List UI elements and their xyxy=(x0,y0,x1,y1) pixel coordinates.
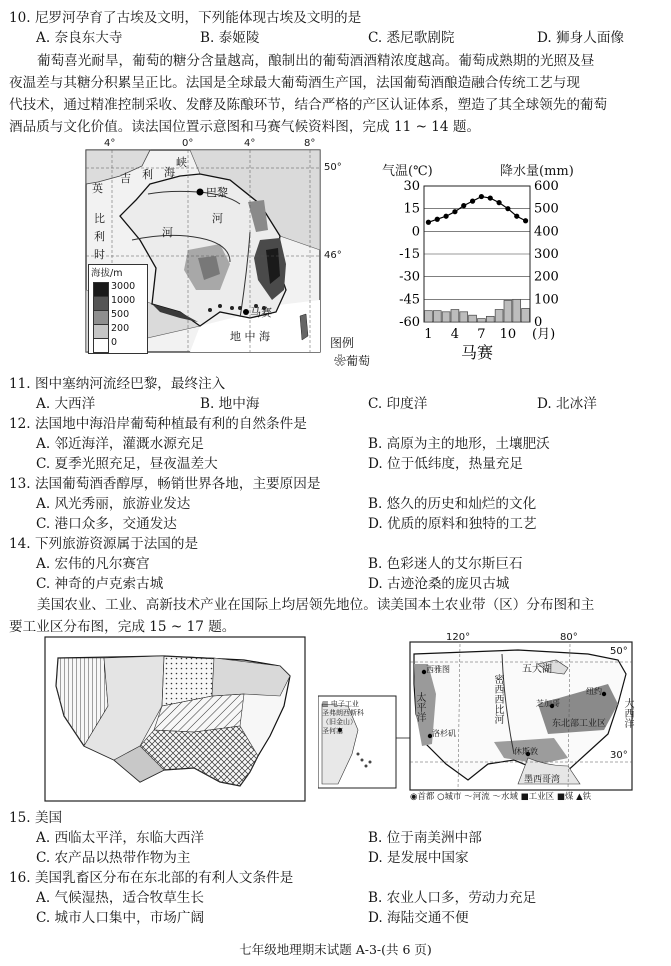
grape-legend xyxy=(334,352,370,369)
map-place-label: 利 xyxy=(142,168,153,181)
question-10-option-c[interactable]: C. 悉尼歌剧院 xyxy=(368,30,455,46)
precip-tick-label: 300 xyxy=(534,247,559,262)
question-15-option-c[interactable]: C. 农产品以热带作物为主 xyxy=(36,850,191,866)
question-10-option-d[interactable]: D. 狮身人面像 xyxy=(537,30,625,46)
elevation-legend xyxy=(88,264,148,354)
temp-tick-label: 30 xyxy=(403,179,420,194)
lon-label: 80° xyxy=(560,632,578,643)
question-14-option-a[interactable]: A. 宏伟的凡尔赛宫 xyxy=(36,556,150,572)
precip-bar xyxy=(433,311,441,322)
month-tick-label: 7 xyxy=(477,327,486,342)
temp-point xyxy=(523,218,528,223)
precip-bar xyxy=(460,312,468,322)
lon-label: 4° xyxy=(104,138,116,149)
question-11-stem: 11. 图中塞纳河流经巴黎，最终注入 xyxy=(9,376,226,392)
passage-line: 要工业区分布图，完成 15 ~ 17 题。 xyxy=(9,619,236,635)
precip-bar xyxy=(504,300,512,322)
question-14-option-d[interactable]: D. 古迹沧桑的庞贝古城 xyxy=(368,576,510,592)
us-industrial-map xyxy=(318,634,634,802)
lon-label: 120° xyxy=(446,632,471,643)
precip-tick-label: 0 xyxy=(534,315,543,330)
question-15-option-a[interactable]: A. 西临太平洋，东临大西洋 xyxy=(36,830,204,846)
temp-tick-label: -45 xyxy=(399,292,420,308)
question-16-option-b[interactable]: B. 农业人口多，劳动力充足 xyxy=(368,890,537,906)
temp-point xyxy=(470,199,475,204)
industrial-map-legend: ◉首都 ○城市 ～河流 ～水域 ■工业区 ■煤 ▲铁 xyxy=(410,792,592,802)
temp-line xyxy=(428,197,525,223)
question-10-stem: 10. 尼罗河孕育了古埃及文明，下列能体现古埃及文明的是 xyxy=(9,10,362,26)
map-place-label: 海 xyxy=(164,166,175,179)
lat-label: 46° xyxy=(324,250,342,261)
question-11-option-d[interactable]: D. 北冰洋 xyxy=(537,396,597,412)
question-16-option-a[interactable]: A. 气候湿热，适合牧草生长 xyxy=(36,890,204,906)
city-label: 芝加哥 xyxy=(536,699,560,708)
lon-label: 8° xyxy=(304,138,316,149)
paris-label: 巴黎 xyxy=(206,186,228,199)
precip-bar xyxy=(513,299,521,322)
legend-swatch xyxy=(93,338,109,353)
france-location-map xyxy=(80,140,380,366)
question-12-option-b[interactable]: B. 高原为主的地形，土壤肥沃 xyxy=(368,436,550,452)
us-agriculture-map xyxy=(44,636,306,802)
city-label: 休斯敦 xyxy=(514,747,538,756)
temp-point xyxy=(505,206,510,211)
climate-svg xyxy=(380,160,590,370)
legend-label: 图例 xyxy=(330,336,355,350)
lon-label: 0° xyxy=(182,138,194,149)
temp-tick-label: -15 xyxy=(399,247,420,262)
precip-bar xyxy=(495,310,503,322)
legend-value: 500 xyxy=(111,309,130,320)
mississippi-label: 密西西比河 xyxy=(492,674,503,724)
temp-point xyxy=(426,220,431,225)
atlantic-label: 大西洋 xyxy=(622,698,633,728)
precip-bar xyxy=(442,312,450,322)
question-12-option-a[interactable]: A. 邻近海洋，灌溉水源充足 xyxy=(36,436,204,452)
temp-point xyxy=(496,200,501,205)
question-13-option-b[interactable]: B. 悠久的历史和灿烂的文化 xyxy=(368,496,537,512)
lat-label: 50° xyxy=(610,646,628,657)
city-label: 纽约 xyxy=(586,687,602,696)
temp-point xyxy=(435,217,440,222)
question-11-option-c[interactable]: C. 印度洋 xyxy=(368,396,428,412)
northeast-industrial-label: 东北部工业区 xyxy=(552,719,607,729)
question-10-option-a[interactable]: A. 奈良东大寺 xyxy=(36,30,123,46)
precip-bar xyxy=(478,319,486,322)
temp-point xyxy=(452,209,457,214)
passage-line: 葡萄喜光耐旱，葡萄的糖分含量越高，酿制出的葡萄酒酒精浓度越高。葡萄成熟期的光照及昼 xyxy=(37,53,595,69)
question-13-option-c[interactable]: C. 港口众多，交通发达 xyxy=(36,516,177,532)
question-15-stem: 15. 美国 xyxy=(9,810,63,826)
marseille-label: 马赛 xyxy=(250,306,272,319)
precip-tick-label: 600 xyxy=(534,179,559,194)
question-16-stem: 16. 美国乳畜区分布在东北部的有利人文条件是 xyxy=(9,870,294,886)
question-13-option-d[interactable]: D. 优质的原料和独特的工艺 xyxy=(368,516,537,532)
map-place-label: 吉 xyxy=(120,172,131,185)
month-tick-label: 4 xyxy=(450,327,460,342)
lon-label: 4° xyxy=(244,138,256,149)
lat-label: 50° xyxy=(324,162,342,173)
month-tick-label: 10 xyxy=(499,327,517,342)
temp-tick-label: -60 xyxy=(399,315,420,330)
great-lakes-label: 五大湖 xyxy=(522,664,552,675)
temp-point xyxy=(461,203,466,208)
precip-bar xyxy=(425,311,433,322)
grape-label: 葡萄 xyxy=(346,354,371,368)
legend-value: 200 xyxy=(111,323,130,334)
map-place-label: 利 xyxy=(94,230,105,243)
legend-title: 海拔/m xyxy=(91,268,123,279)
passage-france-wine xyxy=(9,50,659,138)
passage-line: 美国农业、工业、高新技术产业在国际上均居领先地位。读美国本土农业带（区）分布图和主 xyxy=(37,597,595,613)
precip-bar xyxy=(522,308,530,322)
question-13-option-a[interactable]: A. 风光秀丽，旅游业发达 xyxy=(36,496,191,512)
question-11-option-a[interactable]: A. 大西洋 xyxy=(36,396,96,412)
temp-axis-label: 气温(℃) xyxy=(382,164,433,179)
legend-row xyxy=(91,309,145,323)
grape-icon: ❀ xyxy=(334,354,347,368)
map-place-label: 英 xyxy=(92,182,103,195)
legend-row xyxy=(91,295,145,309)
precip-bar xyxy=(451,310,459,322)
map-place-label: 峡 xyxy=(176,156,187,169)
precip-tick-label: 500 xyxy=(534,201,559,217)
question-12-stem: 12. 法国地中海沿岸葡萄种植最有利的自然条件是 xyxy=(9,416,307,432)
month-tick-label: 1 xyxy=(424,327,433,342)
question-13-stem: 13. 法国葡萄酒香醇厚，畅销世界各地，主要原因是 xyxy=(9,476,321,492)
precip-bar xyxy=(469,315,477,322)
temp-point xyxy=(443,214,448,219)
marseille-marker xyxy=(243,309,249,315)
precip-tick-label: 400 xyxy=(534,224,559,240)
legend-row xyxy=(91,337,145,351)
temp-tick-label: -30 xyxy=(399,269,420,285)
city-label: 西雅图 xyxy=(426,665,450,674)
lat-label: 30° xyxy=(610,750,628,761)
pacific-label: 太平洋 xyxy=(414,692,425,722)
month-unit-label: (月) xyxy=(532,327,556,342)
legend-value: 0 xyxy=(111,337,118,348)
question-11-option-b[interactable]: B. 地中海 xyxy=(200,396,260,412)
inset-labels: ▥ 电子工业 圣弗朗西斯科 （旧金山） 圣何塞 xyxy=(322,700,364,735)
map-place-label: 时 xyxy=(94,248,105,261)
passage-line: 酒品质与文化价值。读法国位置示意图和马赛气候资料图，完成 11 ~ 14 题。 xyxy=(9,119,481,135)
temp-point xyxy=(514,214,519,219)
question-10-option-b[interactable]: B. 泰姬陵 xyxy=(200,30,260,46)
gulf-of-mexico-label: 墨西哥湾 xyxy=(524,775,561,785)
precip-tick-label: 200 xyxy=(534,269,559,285)
question-16-option-c[interactable]: C. 城市人口集中，市场广阔 xyxy=(36,910,205,926)
question-16-option-d[interactable]: D. 海陆交通不便 xyxy=(368,910,469,926)
question-12-option-d[interactable]: D. 位于低纬度，热量充足 xyxy=(368,456,523,472)
precip-axis-label: 降水量(mm) xyxy=(500,164,574,179)
us-agriculture-svg xyxy=(44,636,306,802)
question-15-option-b[interactable]: B. 位于南美洲中部 xyxy=(368,830,482,846)
legend-value: 3000 xyxy=(111,281,136,292)
precip-tick-label: 100 xyxy=(534,292,559,308)
legend-value: 1000 xyxy=(111,295,136,306)
mediterranean-label: 地 中 海 xyxy=(230,330,270,343)
passage-line: 代技术，通过精准控制采收、发酵及陈酿环节，结合严格的产区认证体系，塑造了其全球领先的葡萄 xyxy=(9,97,608,113)
city-label: 洛杉矶 xyxy=(432,729,456,738)
question-14-option-b[interactable]: B. 色彩迷人的艾尔斯巨石 xyxy=(368,556,523,572)
temp-point xyxy=(479,194,484,199)
marseille-climate-chart xyxy=(380,160,590,370)
map-place-label: 河 xyxy=(162,226,173,239)
map-place-label: 比 xyxy=(94,212,105,225)
legend-row xyxy=(91,323,145,337)
passage-line: 夜温差与其糖分积累呈正比。法国是全球最大葡萄酒生产国，法国葡萄酒酿造融合传统工艺与现 xyxy=(9,75,580,91)
chart-city-title: 马赛 xyxy=(460,343,494,362)
temp-tick-label: 0 xyxy=(411,224,420,240)
question-14-stem: 14. 下列旅游资源属于法国的是 xyxy=(9,536,199,552)
temp-tick-label: 15 xyxy=(403,201,420,217)
question-12-option-c[interactable]: C. 夏季光照充足，昼夜温差大 xyxy=(36,456,218,472)
precip-bar xyxy=(486,316,494,322)
map-place-label: 河 xyxy=(212,212,223,225)
temp-point xyxy=(488,195,493,200)
page-footer: 七年级地理期末试题 A-3-(共 6 页) xyxy=(239,942,432,957)
paris-marker xyxy=(197,189,204,196)
question-15-option-d[interactable]: D. 是发展中国家 xyxy=(368,850,469,866)
question-14-option-c[interactable]: C. 神奇的卢克索古城 xyxy=(36,576,164,592)
legend-row xyxy=(91,281,145,295)
